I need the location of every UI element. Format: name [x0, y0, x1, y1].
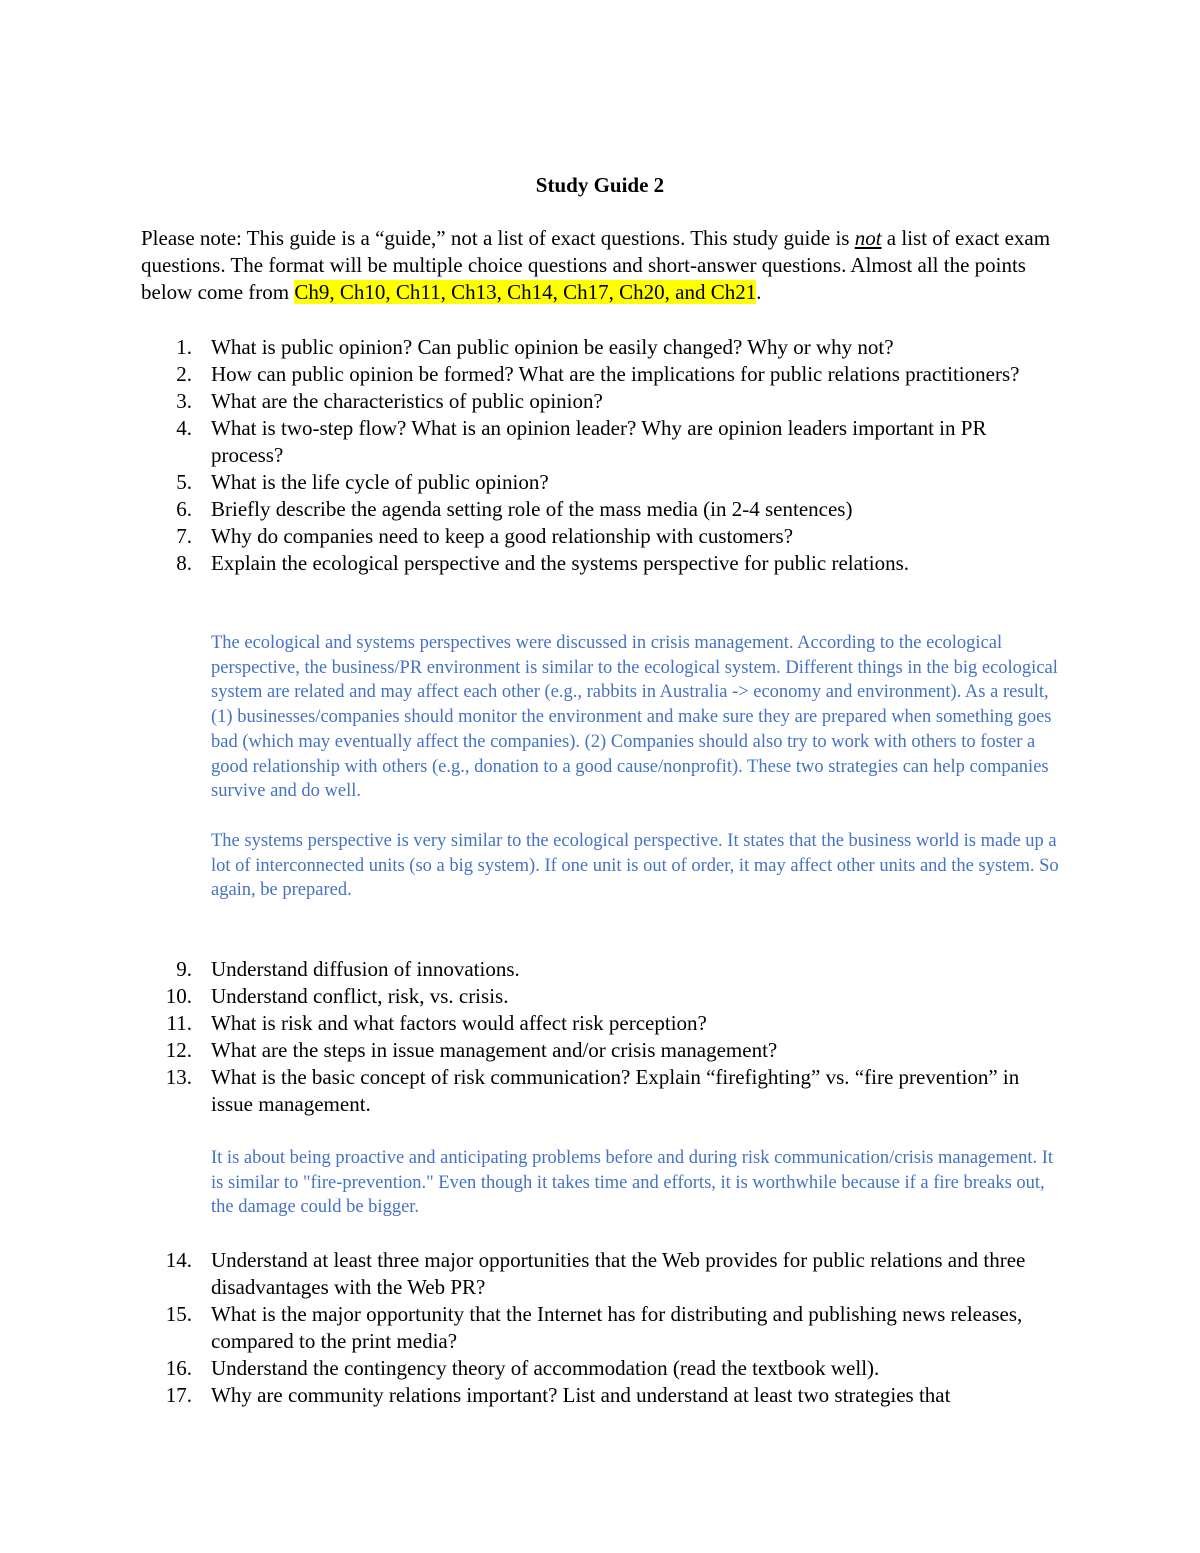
item-number: 9. — [176, 957, 192, 981]
item-text: Understand conflict, risk, vs. crisis. — [211, 984, 509, 1008]
item-number: 2. — [176, 362, 192, 386]
item-text: Explain the ecological perspective and the systems perspective for public relations. — [211, 551, 910, 575]
intro-paragraph — [141, 225, 1061, 306]
item-text: What is the basic concept of risk communication? Explain “firefighting” vs. “fire prevention” in issue management. — [211, 1065, 1020, 1116]
answer-block-8 — [211, 631, 1061, 903]
item-text: Understand at least three major opportunities that the Web provides for public relations and three disadvantages with the Web PR? — [211, 1248, 1026, 1299]
item-text: Briefly describe the agenda setting role of the mass media (in 2-4 sentences) — [211, 497, 853, 521]
list-item — [0, 415, 1200, 469]
intro-text-1: Please note: This guide is a “guide,” not a list of exact questions. This study guide is — [141, 226, 855, 250]
list-item — [0, 956, 1200, 983]
item-text: How can public opinion be formed? What are the implications for public relations practitioners? — [211, 362, 1020, 386]
item-text: What is two-step flow? What is an opinion leader? Why are opinion leaders important in PR process? — [211, 416, 987, 467]
item-number: 3. — [176, 389, 192, 413]
list-item — [0, 1247, 1200, 1301]
page-title: Study Guide 2 — [535, 173, 665, 197]
item-text: What are the characteristics of public opinion? — [211, 389, 603, 413]
intro-end: . — [756, 280, 762, 304]
item-text: What is risk and what factors would affect risk perception? — [211, 1011, 707, 1035]
item-number: 17. — [165, 1383, 192, 1407]
list-item — [0, 1355, 1200, 1382]
item-text: Why do companies need to keep a good relationship with customers? — [211, 524, 794, 548]
list-item — [0, 523, 1200, 550]
list-item — [0, 334, 1200, 361]
item-text: What is the major opportunity that the Internet has for distributing and publishing news releases, compared to the print media? — [211, 1302, 1023, 1353]
list-item — [0, 1382, 1200, 1409]
list-item — [0, 550, 1200, 577]
list-item — [0, 361, 1200, 388]
item-number: 7. — [176, 524, 192, 548]
chapter-highlight: Ch9, Ch10, Ch11, Ch13, Ch14, Ch17, Ch20, and Ch21 — [294, 280, 757, 304]
item-text: What is public opinion? Can public opinion be easily changed? Why or why not? — [211, 335, 894, 359]
item-number: 13. — [165, 1065, 192, 1089]
item-number: 15. — [165, 1302, 192, 1326]
question-list-1 — [0, 334, 1200, 577]
list-item — [0, 469, 1200, 496]
list-item — [0, 388, 1200, 415]
item-number: 11. — [166, 1011, 192, 1035]
item-number: 12. — [165, 1038, 192, 1062]
item-number: 16. — [165, 1356, 192, 1380]
question-list-2 — [0, 956, 1200, 1118]
list-item — [0, 1301, 1200, 1355]
item-text: Understand diffusion of innovations. — [211, 957, 520, 981]
list-item — [0, 1010, 1200, 1037]
answer-paragraph: The ecological and systems perspectives were discussed in crisis management. According to the ecological perspective, the business/PR environment is similar to the ecological system. Different things in the big ecological system are related and may affect each other (e.g., rabbits in Australia -> economy and environment). As a result, (1) businesses/companies should monitor the environment and make sure they are prepared when something goes bad (which may eventually affect the companies). (2) Companies should also try to work with others to foster a good relationship with others (e.g., donation to a good cause/nonprofit). These two strategies can help companies survive and do well. — [211, 633, 1058, 802]
list-item — [0, 1064, 1200, 1118]
item-text: Understand the contingency theory of accommodation (read the textbook well). — [211, 1356, 880, 1380]
item-number: 8. — [176, 551, 192, 575]
answer-block-13 — [211, 1146, 1061, 1220]
answer-paragraph: It is about being proactive and anticipating problems before and during risk communication/crisis management. It is similar to "fire-prevention." Even though it takes time and efforts, it is worthwhile because if a fire breaks out, the damage could be bigger. — [211, 1148, 1054, 1218]
item-text: What is the life cycle of public opinion? — [211, 470, 549, 494]
item-number: 6. — [176, 497, 192, 521]
item-number: 1. — [176, 335, 192, 359]
item-text: Why are community relations important? List and understand at least two strategies that — [211, 1383, 951, 1407]
list-item — [0, 1037, 1200, 1064]
item-number: 10. — [165, 984, 192, 1008]
item-number: 5. — [176, 470, 192, 494]
item-number: 14. — [165, 1248, 192, 1272]
item-text: What are the steps in issue management and/or crisis management? — [211, 1038, 778, 1062]
list-item — [0, 496, 1200, 523]
intro-text-2: a list of exact exam questions. The format will be multiple choice questions and short-answer questions. Almost all the points below come from — [141, 226, 1051, 304]
list-item — [0, 983, 1200, 1010]
item-number: 4. — [176, 416, 192, 440]
intro-emphasis: not — [854, 226, 882, 250]
question-list-3 — [0, 1247, 1200, 1409]
answer-paragraph: The systems perspective is very similar to the ecological perspective. It states that the business world is made up a lot of interconnected units (so a big system). If one unit is out of order, it may affect other units and the system. So again, be prepared. — [211, 830, 1059, 901]
